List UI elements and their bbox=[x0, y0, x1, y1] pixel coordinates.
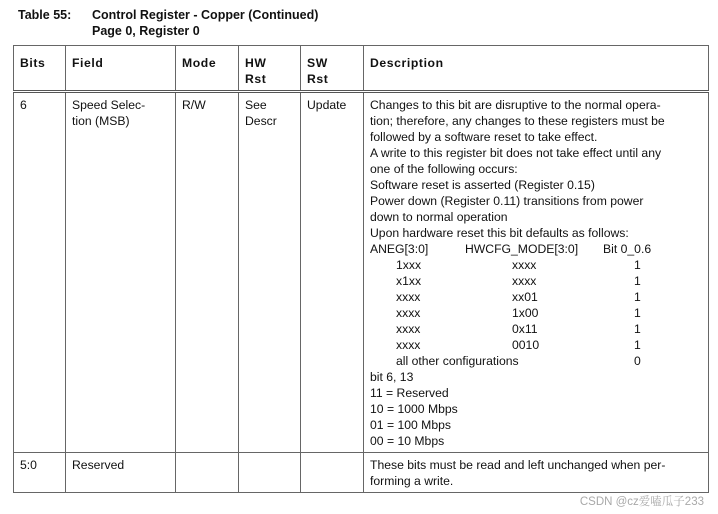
desc-line: 00 = 10 Mbps bbox=[370, 434, 445, 448]
hw-line: Descr bbox=[245, 114, 277, 128]
map-aneg: xxxx bbox=[396, 338, 421, 352]
desc-line: followed by a software reset to take effect. bbox=[370, 130, 598, 144]
cell-sw-rst bbox=[301, 453, 364, 493]
table-title: Control Register - Copper (Continued) bbox=[92, 8, 319, 22]
default-map-row bbox=[370, 273, 702, 289]
desc-line: 11 = Reserved bbox=[370, 386, 449, 400]
cell-description bbox=[364, 453, 709, 493]
cell-mode: R/W bbox=[176, 92, 239, 453]
default-map-row bbox=[370, 305, 702, 321]
desc-line: 01 = 100 Mbps bbox=[370, 418, 451, 432]
header-hw-rst-line1: HW bbox=[245, 56, 267, 70]
map-hwcfg: 0010 bbox=[512, 338, 540, 352]
default-map-other bbox=[370, 353, 702, 369]
default-map-row bbox=[370, 289, 702, 305]
header-description: Description bbox=[364, 46, 709, 92]
desc-line: These bits must be read and left unchanged when per- bbox=[370, 458, 666, 472]
map-aneg: xxxx bbox=[396, 290, 421, 304]
header-bits: Bits bbox=[14, 46, 66, 92]
map-bit: 1 bbox=[634, 258, 641, 272]
desc-line: Software reset is asserted (Register 0.15) bbox=[370, 178, 595, 192]
header-sw-rst bbox=[301, 46, 364, 92]
map-header-bit: Bit 0_0.6 bbox=[603, 242, 652, 256]
map-hwcfg: xxxx bbox=[512, 274, 537, 288]
map-hwcfg: xx01 bbox=[512, 290, 538, 304]
map-hwcfg: 0x11 bbox=[512, 322, 538, 336]
desc-line: tion; therefore, any changes to these registers must be bbox=[370, 114, 665, 128]
map-aneg: x1xx bbox=[396, 274, 422, 288]
map-other-bit: 0 bbox=[634, 354, 641, 368]
map-aneg: xxxx bbox=[396, 306, 421, 320]
desc-line: A write to this register bit does not take effect until any bbox=[370, 146, 662, 160]
cell-hw-rst bbox=[239, 92, 301, 453]
default-map-row bbox=[370, 257, 702, 273]
hw-line: See bbox=[245, 98, 267, 112]
desc-line: down to normal operation bbox=[370, 210, 508, 224]
desc-line: Changes to this bit are disruptive to the normal opera- bbox=[370, 98, 661, 112]
cell-description bbox=[364, 92, 709, 453]
field-line: tion (MSB) bbox=[72, 114, 130, 128]
map-bit: 1 bbox=[634, 274, 641, 288]
desc-line: Power down (Register 0.11) transitions from power bbox=[370, 194, 644, 208]
header-field: Field bbox=[66, 46, 176, 92]
map-bit: 1 bbox=[634, 338, 641, 352]
header-sw-rst-line2: Rst bbox=[307, 72, 329, 86]
map-bit: 1 bbox=[634, 322, 641, 336]
table-row bbox=[14, 453, 709, 493]
map-header-aneg: ANEG[3:0] bbox=[370, 242, 429, 256]
header-row bbox=[14, 46, 709, 92]
table-subtitle: Page 0, Register 0 bbox=[92, 24, 200, 38]
table-number: Table 55: bbox=[18, 8, 72, 22]
csdn-watermark: CSDN @cz爱嗑瓜子233 bbox=[579, 496, 704, 508]
desc-line: bit 6, 13 bbox=[370, 370, 414, 384]
map-aneg: xxxx bbox=[396, 322, 421, 336]
header-hw-rst bbox=[239, 46, 301, 92]
cell-field: Reserved bbox=[66, 453, 176, 493]
cell-sw-rst: Update bbox=[301, 92, 364, 453]
default-map-row bbox=[370, 337, 702, 353]
map-aneg: 1xxx bbox=[396, 258, 422, 272]
map-hwcfg: 1x00 bbox=[512, 306, 539, 320]
desc-line: one of the following occurs: bbox=[370, 162, 518, 176]
map-header-hwcfg: HWCFG_MODE[3:0] bbox=[465, 242, 579, 256]
map-bit: 1 bbox=[634, 306, 641, 320]
field-line: Speed Selec- bbox=[72, 98, 146, 112]
map-hwcfg: xxxx bbox=[512, 258, 537, 272]
cell-mode bbox=[176, 453, 239, 493]
register-table bbox=[13, 45, 709, 493]
cell-bits: 5:0 bbox=[14, 453, 66, 493]
desc-line: 10 = 1000 Mbps bbox=[370, 402, 458, 416]
cell-field bbox=[66, 92, 176, 453]
header-sw-rst-line1: SW bbox=[307, 56, 328, 70]
default-map-row bbox=[370, 321, 702, 337]
header-hw-rst-line2: Rst bbox=[245, 72, 267, 86]
map-other-label: all other configurations bbox=[396, 354, 519, 368]
default-map-header bbox=[370, 241, 702, 257]
desc-line: Upon hardware reset this bit defaults as follows: bbox=[370, 226, 629, 240]
header-mode: Mode bbox=[176, 46, 239, 92]
table-row bbox=[14, 92, 709, 453]
desc-line: forming a write. bbox=[370, 474, 454, 488]
cell-bits: 6 bbox=[14, 92, 66, 453]
cell-hw-rst bbox=[239, 453, 301, 493]
map-bit: 1 bbox=[634, 290, 641, 304]
